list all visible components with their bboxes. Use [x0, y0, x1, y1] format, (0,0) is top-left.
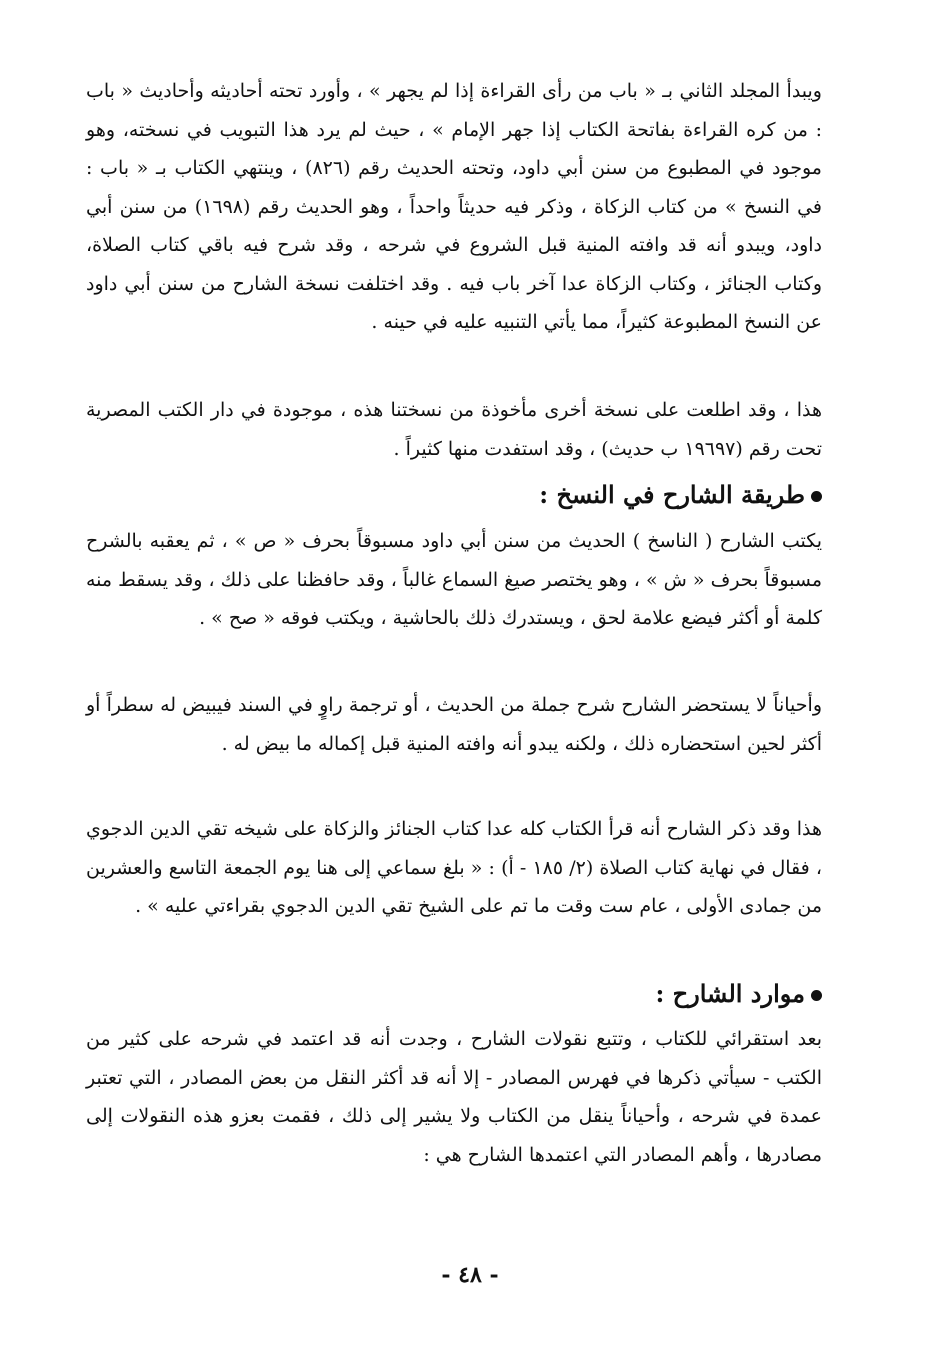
paragraph-sources: بعد استقرائي للكتاب ، وتتبع نقولات الشارح ، وجدت أنه قد اعتمد في شرحه على كثير من الكتب - سيأتي ذكرها في فهرس المصادر - إلا أنه قد أكثر النقل من بعض المصادر ، التي تعتبر عمدة في شرحه ، وأحياناً ينقل من الكتاب ولا يشير إلى ذلك ، فقمت بعزو هذه النقولات إلى مصادرها ، وأهم المصادر التي اعتمدها الشارح هي : [86, 1028, 822, 1166]
paragraph-blank-lines: وأحياناً لا يستحضر الشارح شرح جملة من الحديث ، أو ترجمة راوٍ في السند فيبيض له سطراً أو أكثر لحين استحضاره ذلك ، ولكنه يبدو أنه وافته المنية قبل إكماله ما بيض له . [86, 694, 822, 755]
paragraph-block-6 [86, 1020, 822, 1174]
paragraph-reading-to-sheikh: هذا وقد ذكر الشارح أنه قرأ الكتاب كله عدا كتاب الجنائز والزكاة على شيخه تقي الدين الدجوي ، فقال في نهاية كتاب الصلاة (٢/ ١٨٥ - أ) : « بلغ سماعي إلى هنا يوم الجمعة التاسع والعشرين من جمادى الأولى ، عام ست وقت ما تم على الشيخ تقي الدين الدجوي بقراءتي عليه » . [86, 818, 822, 917]
paragraph-block-3 [86, 522, 822, 638]
section-heading [86, 974, 822, 1014]
bullet-icon [811, 491, 822, 502]
heading-sources: موارد الشارح : [655, 979, 805, 1008]
paragraph-second-volume: ويبدأ المجلد الثاني بـ « باب من رأى القراءة إذا لم يجهر » ، وأورد تحته أحاديثه وأحاديث « باب : من كره القراءة بفاتحة الكتاب إذا جهر الإمام » ، حيث لم يرد هذا التبويب في نسخته، وهو موجود في المطبوع من سنن أبي داود، وتحته الحديث رقم (٨٢٦) ، وينتهي الكتاب بـ « باب : في النسخ » من كتاب الزكاة ، وذكر فيه حديثاً واحداً ، وهو الحديث رقم (١٦٩٨) من سنن أبي داود، ويبدو أنه قد وافته المنية قبل الشروع في شرحه ، وقد شرح فيه باقي كتاب الصلاة، وكتاب الجنائز ، وكتاب الزكاة عدا آخر باب فيه . وقد اختلفت نسخة الشارح من سنن أبي داود عن النسخ المطبوعة كثيراً، مما يأتي التنبيه عليه في حينه . [86, 80, 823, 333]
bullet-icon [811, 990, 822, 1001]
paragraph-block-4 [86, 686, 822, 763]
paragraph-copying-method: يكتب الشارح ( الناسخ ) الحديث من سنن أبي داود مسبوقاً بحرف « ص » ، ثم يعقبه بالشرح مسبوقاً بحرف « ش » ، وهو يختصر صيغ السماع غالباً ، وقد حافظنا على ذلك ، وقد يسقط منه كلمة أو أكثر فيضع علامة لحق ، ويستدرك ذلك بالحاشية ، ويكتب فوقه « صح » . [86, 530, 822, 629]
paragraph-block-1 [86, 72, 822, 342]
page-number: - ٤٨ - [441, 1262, 499, 1288]
paragraph-block-5 [86, 810, 822, 926]
section-heading [86, 475, 822, 515]
heading-copying-method: طريقة الشارح في النسخ : [539, 480, 805, 509]
heading-block-2 [86, 974, 822, 1014]
heading-block-1 [86, 475, 822, 515]
paragraph-other-manuscript: هذا ، وقد اطلعت على نسخة أخرى مأخوذة من نسختنا هذه ، موجودة في دار الكتب المصرية تحت رقم (١٩٦٩٧ ب حديث) ، وقد استفدت منها كثيراً . [86, 399, 822, 460]
paragraph-block-2 [86, 391, 822, 468]
